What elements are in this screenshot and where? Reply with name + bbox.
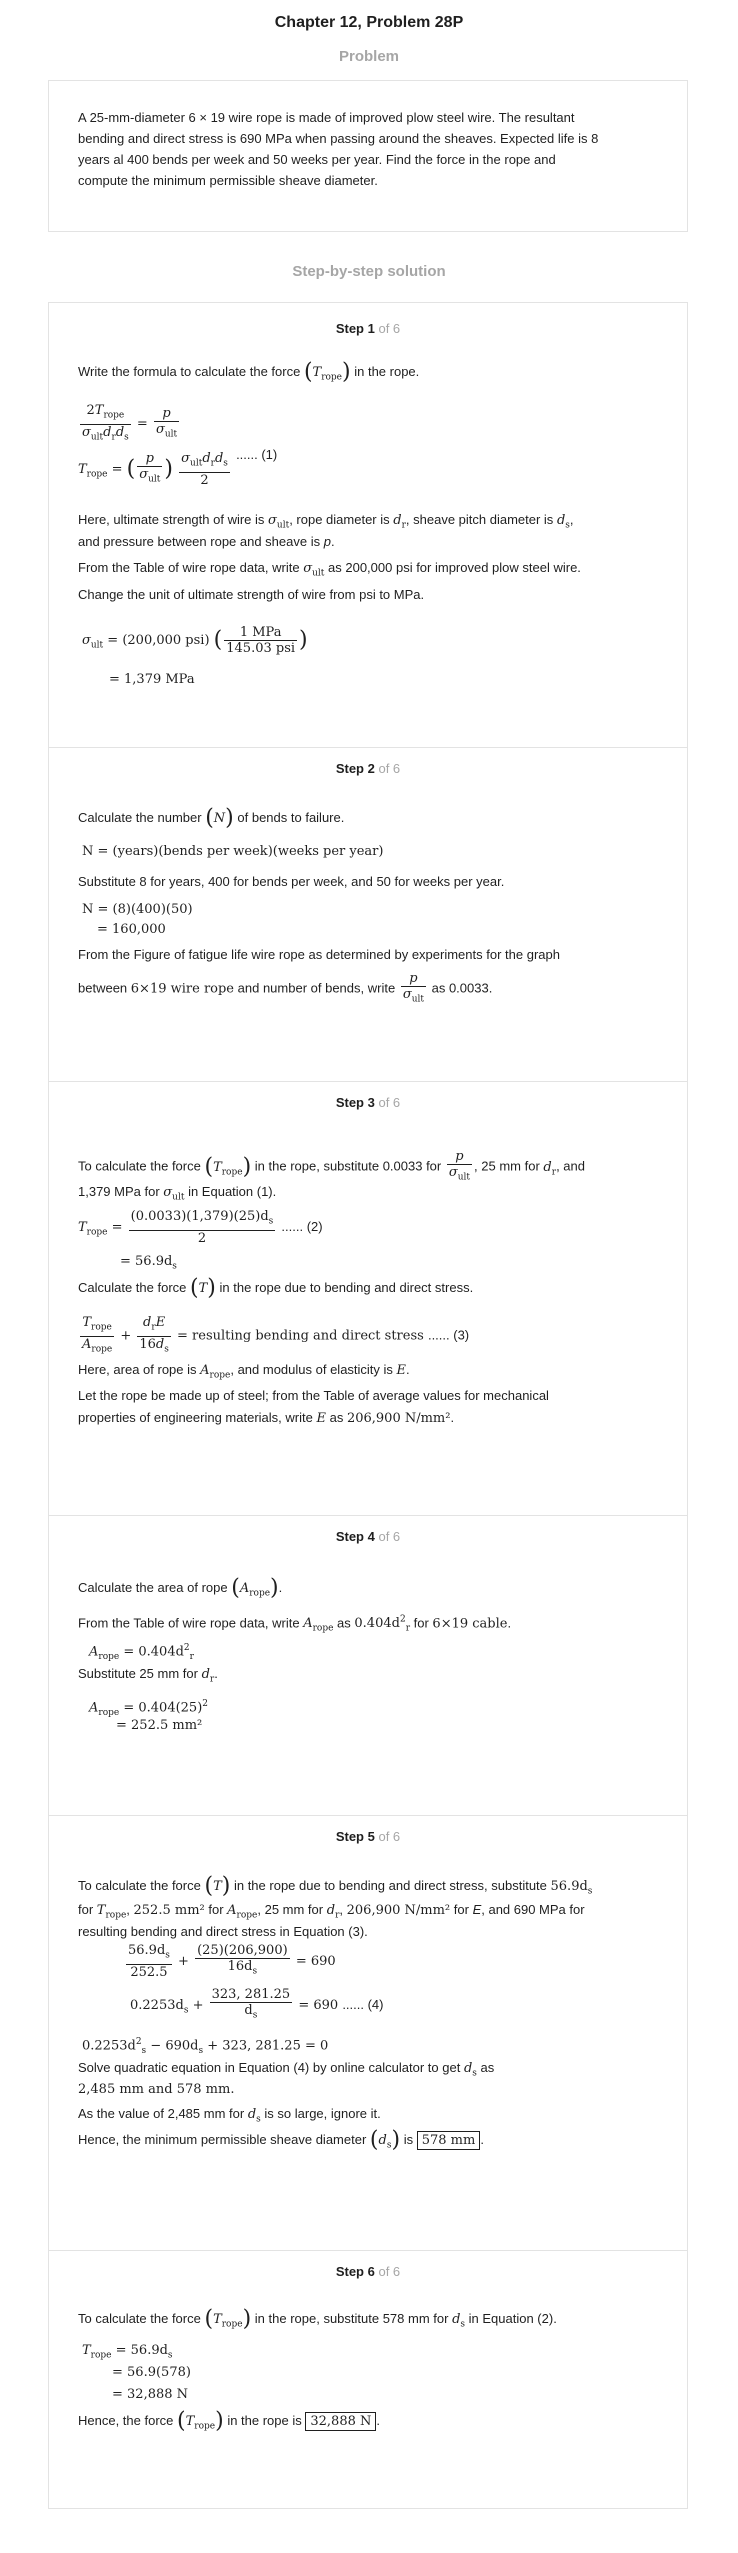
quadratic-roots: 2,485 mm and 578 mm.	[78, 2082, 235, 2097]
step-3-header: Step 3 of 6	[335, 1095, 401, 1110]
bends-equation: N = (8)(400)(50)	[82, 902, 193, 917]
force-result: = 32,888 N	[112, 2387, 189, 2402]
step-2-figure-2: between 6×19 wire rope and number of bends, write $\frac{p}{\sigma_{ult}}$ as 0.0033.	[78, 971, 493, 1005]
area-substitution: $A_{rope} = 0.404(25)^2$	[89, 1699, 209, 1718]
step-5-answer: Hence, the minimum permissible sheave diameter $(d_s)$ is 578 mm .	[78, 2127, 484, 2153]
step-5-intro: To calculate the force (T) in the rope due to bending and direct stress, substitute $56.9d_s$	[78, 1873, 593, 1899]
step-5-solve: Solve quadratic equation in Equation (4) by online calculator to get $d_s$ as	[78, 2060, 495, 2079]
equation-4-tag: ...... (4)	[342, 1996, 384, 2012]
quadratic-equation: $0.2253d^2_s - 690d_s + 323$, 281.25 = 0	[82, 2037, 329, 2056]
step-3-let-2: properties of engineering materials, write E as 206,900 N/mm².	[78, 1410, 455, 1426]
step-2-figure: From the Figure of fatigue life wire rope as determined by experiments for the graph	[78, 947, 560, 962]
step-3-intro: To calculate the force $(T_{rope})$ in the rope, substitute 0.0033 for $\frac{p}{\sigma_{ult}}$ , 25 mm for $d_r$, and	[78, 1149, 585, 1183]
step-6-answer: Hence, the force $(T_{rope})$ in the rope is 32,888 N .	[78, 2408, 380, 2434]
bends-formula: N = (years)(bends per week)(weeks per year)	[82, 844, 384, 859]
step-4-substitute: Substitute 25 mm for $d_r$.	[78, 1666, 218, 1685]
step-5-intro-2: for $T_{rope}$, 252.5 mm² for $A_{rope}$, 25 mm for $d_r$, 206,900 N/mm² for E, and 690 MPa for	[78, 1902, 585, 1921]
step-2-intro: Calculate the number (N) of bends to failure.	[78, 805, 345, 831]
step-1-change: Change the unit of ultimate strength of wire from psi to MPa.	[78, 587, 425, 602]
step-3-definitions: Here, area of rope is $A_{rope}$, and modulus of elasticity is E.	[78, 1362, 410, 1381]
step-1-intro: Write the formula to calculate the force $(T_{rope})$ in the rope.	[78, 359, 420, 385]
step-5-header: Step 5 of 6	[335, 1829, 401, 1844]
equation-1b: $T_{rope}$ = ( $\frac{p}{\sigma_{ult}}$ ) $\frac{\sigma_{ult}d_rd_s}{2}$ ...... (1)	[78, 446, 278, 488]
step-5	[49, 1815, 687, 2251]
step-4	[49, 1515, 687, 1816]
step-1-definitions-2: and pressure between rope and sheave is p.	[78, 534, 335, 549]
step-6-header: Step 6 of 6	[335, 2264, 401, 2279]
step-1	[49, 303, 687, 748]
equation-5a: $\frac{56.9d_s}{252.5}$ + $\frac{(25)(206,900)}{16d_s}$ = 690	[128, 1943, 336, 1980]
equation-2-tag: ...... (2)	[281, 1218, 323, 1234]
equation-5b: $0.2253d_s$ + $\frac{323, 281.25}{d_s}$ = 690 ...... (4)	[130, 1987, 384, 2021]
step-4-table: From the Table of wire rope data, write $A_{rope}$ as $0.404d^2_r$ for 6×19 cable.	[78, 1615, 512, 1634]
conversion-result: = 1,379 MPa	[109, 672, 195, 687]
step-3-let: Let the rope be made up of steel; from the Table of average values for mechanical	[78, 1388, 549, 1403]
area-equation: $A_{rope} = 0.404d^2_r$	[89, 1643, 194, 1662]
solution-box	[48, 302, 688, 2509]
step-2-header: Step 2 of 6	[335, 761, 401, 776]
equation-1a: $\frac{2T_{rope}}{\sigma_{ult}d_rd_s}$ = $\frac{p}{\sigma_{ult}}$	[82, 403, 178, 443]
step-3	[49, 1081, 687, 1516]
equation-3: $\frac{T_{rope}}{A_{rope}}$ + $\frac{d_rE}{16d_s}$ = resulting bending and direct stress ...... (3)	[82, 1315, 470, 1355]
step-1-table: From the Table of wire rope data, write $\sigma_{ult}$ as 200,000 psi for improved plow steel wire.	[78, 560, 581, 579]
solution-heading: Step-by-step solution	[292, 263, 446, 280]
problem-statement: A 25-mm-diameter 6 × 19 wire rope is made of improved plow steel wire. The resultant bending and direct stress is 690 MPa when passing around the sheaves. Expected life is 8 years al 400 bends per week and 50 weeks per year. Find the force in the rope and compute the minimum permissible sheave diameter.	[78, 110, 599, 188]
step-4-intro: Calculate the area of rope $(A_{rope})$.	[78, 1575, 283, 1601]
step-5-ignore: As the value of 2,485 mm for $d_s$ is so large, ignore it.	[78, 2106, 381, 2125]
sheave-diameter-answer: 578 mm	[417, 2131, 481, 2150]
equation-3-tag: ...... (3)	[427, 1327, 470, 1343]
equation-2: $T_{rope}$ = $\frac{(0.0033)(1,379)(25)d_s}{2}$ ...... (2)	[78, 1209, 323, 1246]
equation-2-result: = $56.9d_s$	[120, 1254, 177, 1272]
step-5-intro-3: resulting bending and direct stress in Equation (3).	[78, 1924, 368, 1939]
step-1-header: Step 1 of 6	[335, 321, 401, 336]
force-equation: $T_{rope} = 56.9d_s$	[82, 2343, 173, 2361]
problem-heading: Problem	[338, 48, 399, 65]
bends-result: = 160,000	[97, 922, 166, 937]
step-3-intro-2: 1,379 MPa for $\sigma_{ult}$ in Equation (1).	[78, 1184, 277, 1203]
force-substitution: = 56.9(578)	[112, 2365, 191, 2380]
step-3-bending: Calculate the force (T) in the rope due to bending and direct stress.	[78, 1275, 474, 1301]
step-2-substitute: Substitute 8 for years, 400 for bends per week, and 50 for weeks per year.	[78, 874, 505, 889]
rope-force-answer: 32,888 N	[305, 2412, 376, 2431]
equation-1-tag: ...... (1)	[236, 446, 278, 462]
step-2	[49, 747, 687, 1082]
page-title: Chapter 12, Problem 28P	[274, 14, 464, 31]
step-1-definitions: Here, ultimate strength of wire is $\sigma_{ult}$, rope diameter is $d_r$, sheave pitch diameter is $d_s$,	[78, 512, 574, 531]
area-result: = 252.5 mm²	[116, 1718, 203, 1733]
problem-box	[48, 80, 688, 232]
step-4-header: Step 4 of 6	[335, 1529, 401, 1544]
conversion-equation: $\sigma_{ult} = (200,000$ psi) ( $\frac{\text{1 MPa}}{\text{145.03 psi}}$ )	[82, 625, 308, 656]
step-6-intro: To calculate the force $(T_{rope})$ in the rope, substitute 578 mm for $d_s$ in Equation (2).	[78, 2306, 557, 2332]
step-6	[49, 2250, 687, 2510]
